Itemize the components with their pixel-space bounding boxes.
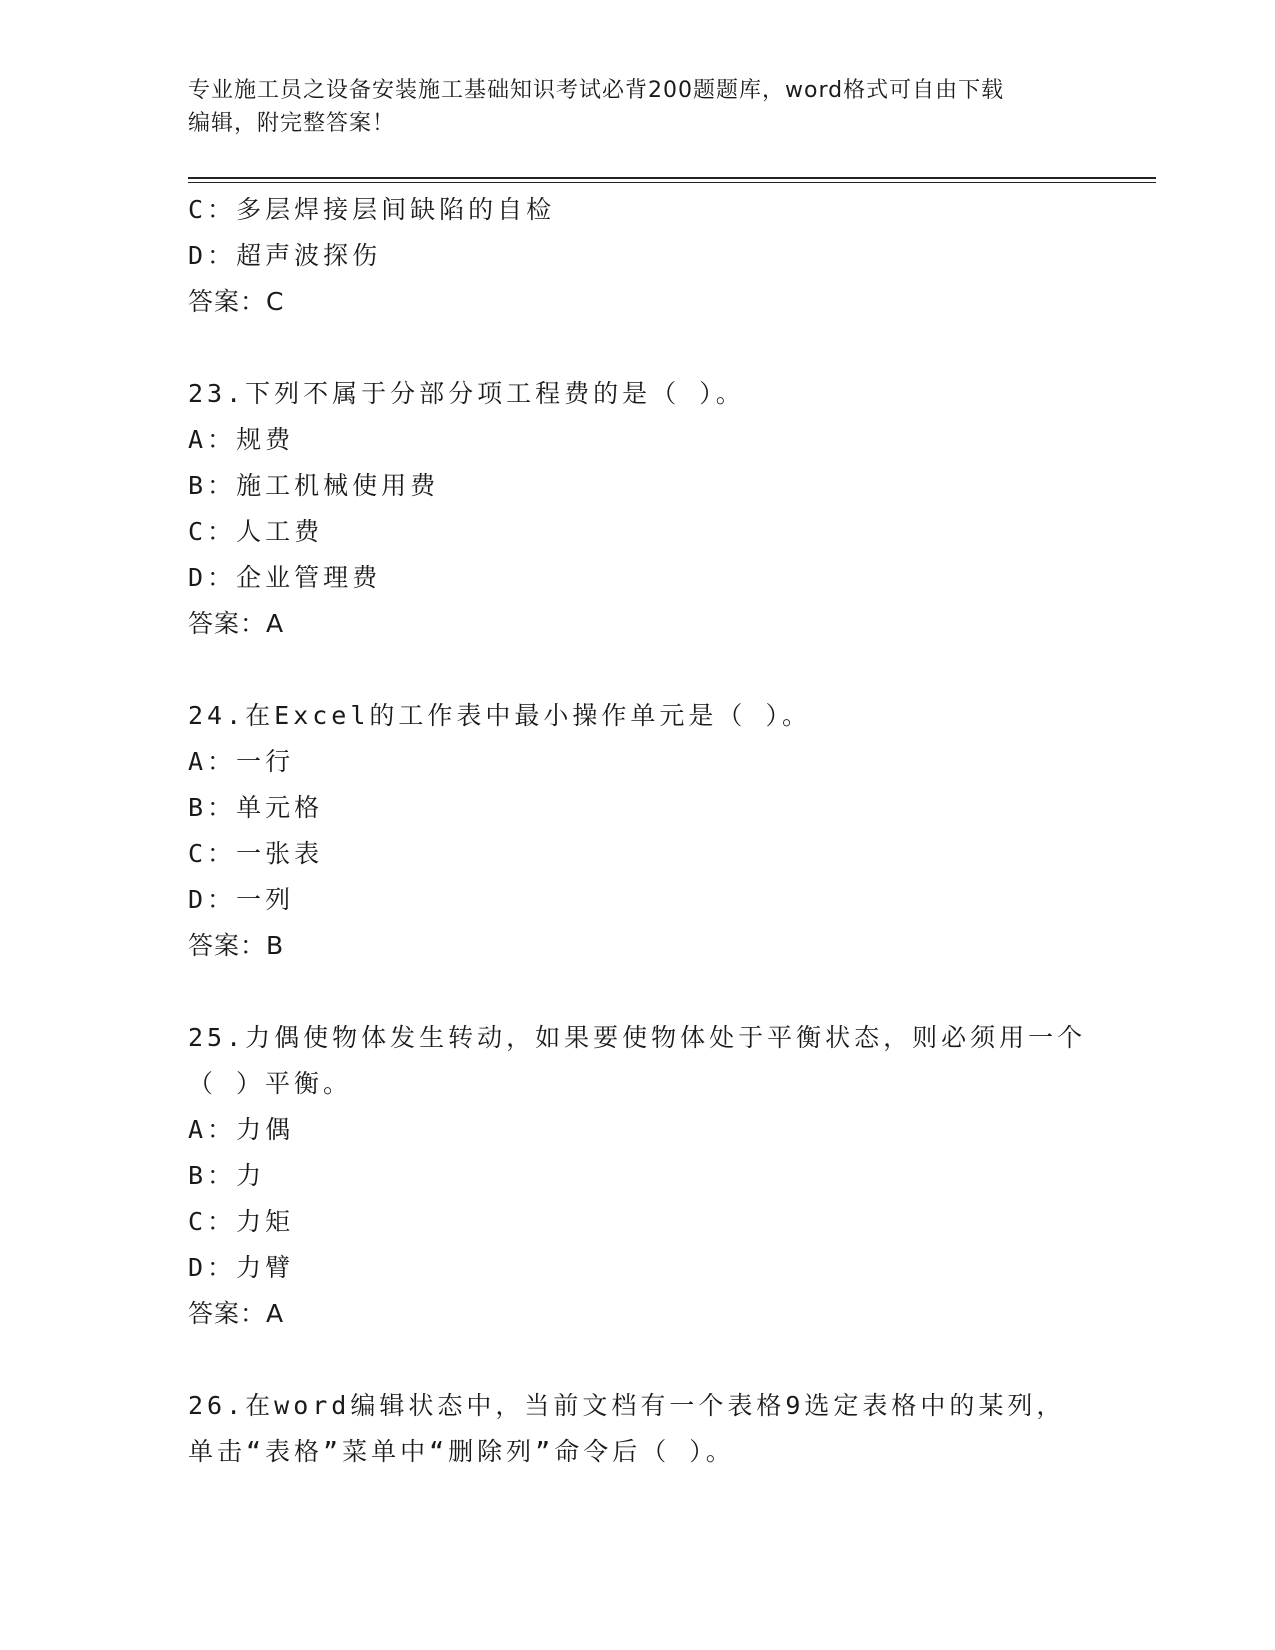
option-d bbox=[188, 1245, 1088, 1291]
header-line-2: 编辑，附完整答案！ bbox=[188, 111, 396, 136]
option-label: D： bbox=[188, 885, 237, 914]
spacer bbox=[188, 969, 1088, 1015]
option-text: 规费 bbox=[236, 425, 295, 454]
option-text: 施工机械使用费 bbox=[236, 471, 440, 500]
option-text: 力偶 bbox=[236, 1115, 295, 1144]
header-divider-thin bbox=[188, 182, 1156, 183]
question-25 bbox=[188, 1015, 1088, 1337]
option-label: C： bbox=[188, 839, 237, 868]
option-label: C： bbox=[188, 517, 237, 546]
option-text: 多层焊接层间缺陷的自检 bbox=[236, 195, 556, 224]
question-stem: 26.在word编辑状态中，当前文档有一个表格9选定表格中的某列， bbox=[188, 1391, 1066, 1420]
option-label: D： bbox=[188, 1253, 237, 1282]
option-text: 一张表 bbox=[236, 839, 324, 868]
option-label: B： bbox=[188, 471, 237, 500]
option-text: 人工费 bbox=[236, 517, 324, 546]
spacer bbox=[188, 1337, 1088, 1383]
option-a bbox=[188, 1107, 1088, 1153]
option-text: 力臂 bbox=[236, 1253, 295, 1282]
option-label: A： bbox=[188, 747, 237, 776]
question-24 bbox=[188, 693, 1088, 969]
header-line-1: 专业施工员之设备安装施工基础知识考试必背200题题库，word格式可自由下载 bbox=[188, 78, 1005, 103]
option-d bbox=[188, 555, 1088, 601]
option-b bbox=[188, 463, 1088, 509]
option-b bbox=[188, 1153, 1088, 1199]
option-c bbox=[188, 509, 1088, 555]
option-b bbox=[188, 785, 1088, 831]
question-stem: 24.在Excel的工作表中最小操作单元是（ ）。 bbox=[188, 701, 811, 730]
option-c bbox=[188, 1199, 1088, 1245]
option-text: 一行 bbox=[236, 747, 295, 776]
question-stem-continued: 单击“表格”菜单中“删除列”命令后（ ）。 bbox=[188, 1437, 735, 1466]
answer-line: 答案：C bbox=[188, 287, 285, 316]
question-stem: 25.力偶使物体发生转动，如果要使物体处于平衡状态，则必须用一个 bbox=[188, 1023, 1087, 1052]
question-stem-continued: （ ）平衡。 bbox=[188, 1069, 353, 1098]
option-text: 单元格 bbox=[236, 793, 324, 822]
option-text: 超声波探伤 bbox=[236, 241, 382, 270]
option-text: 企业管理费 bbox=[236, 563, 382, 592]
option-d bbox=[188, 877, 1088, 923]
option-a bbox=[188, 739, 1088, 785]
option-d bbox=[188, 233, 1088, 279]
option-label: C： bbox=[188, 195, 237, 224]
question-fragment bbox=[188, 187, 1088, 325]
option-text: 力 bbox=[236, 1161, 266, 1190]
option-label: D： bbox=[188, 563, 237, 592]
question-stem: 23.下列不属于分部分项工程费的是（ ）。 bbox=[188, 379, 745, 408]
option-label: B： bbox=[188, 793, 237, 822]
document-header bbox=[188, 74, 1088, 140]
option-a bbox=[188, 417, 1088, 463]
option-c bbox=[188, 831, 1088, 877]
question-23 bbox=[188, 371, 1088, 647]
question-26 bbox=[188, 1383, 1088, 1475]
option-label: C： bbox=[188, 1207, 237, 1236]
header-divider-thick bbox=[188, 177, 1156, 179]
spacer bbox=[188, 325, 1088, 371]
spacer bbox=[188, 647, 1088, 693]
option-label: B： bbox=[188, 1161, 237, 1190]
option-c bbox=[188, 187, 1088, 233]
option-text: 力矩 bbox=[236, 1207, 295, 1236]
option-label: A： bbox=[188, 1115, 237, 1144]
answer-line: 答案：A bbox=[188, 1299, 285, 1328]
option-label: A： bbox=[188, 425, 237, 454]
question-list bbox=[188, 187, 1088, 1475]
answer-line: 答案：A bbox=[188, 609, 285, 638]
option-text: 一列 bbox=[236, 885, 295, 914]
option-label: D： bbox=[188, 241, 237, 270]
answer-line: 答案：B bbox=[188, 931, 285, 960]
